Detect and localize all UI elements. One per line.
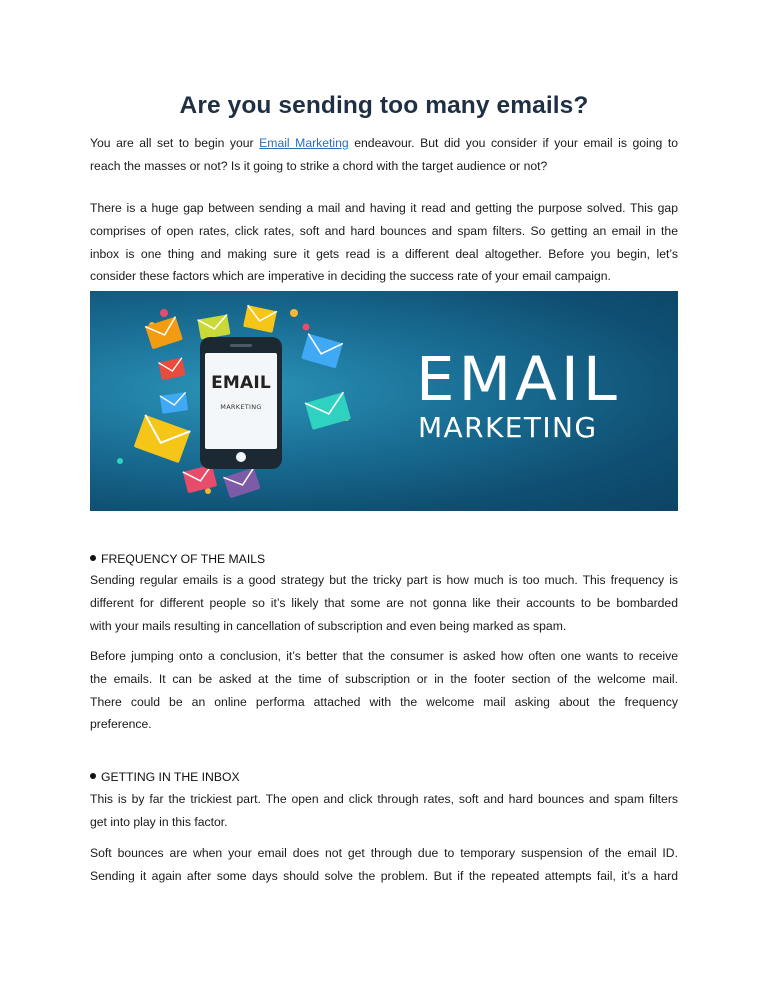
- dot-decoration: [303, 324, 310, 331]
- paragraph-line: There is a huge gap between sending a mail and having it read and getting the purpose solved. This gap: [90, 201, 678, 215]
- bullet-icon: [90, 773, 96, 779]
- dot-decoration: [117, 458, 123, 464]
- email-marketing-link[interactable]: Email Marketing: [259, 136, 349, 150]
- envelope-icon: [197, 315, 230, 340]
- paragraph-line: with your mails resulting in cancellation of subscription and even being marked as spam.: [90, 618, 567, 633]
- section-heading-frequency: [90, 548, 678, 570]
- section-heading-text: FREQUENCY OF THE MAILS: [101, 552, 266, 566]
- paragraph-line: This is by far the trickiest part. The open and click through rates, soft and hard bounces and spam filters: [90, 792, 678, 806]
- frequency-paragraph-1: [90, 569, 678, 637]
- page-title: Are you sending too many emails?: [179, 92, 589, 119]
- paragraph-line: Before jumping onto a conclusion, it’s better that the consumer is asked how often one wants to receive: [90, 649, 678, 663]
- envelope-icon: [305, 392, 351, 430]
- intro-prefix: You are all set to begin your: [90, 136, 260, 150]
- envelope-icon: [134, 415, 191, 463]
- banner-title: EMAIL: [416, 344, 621, 415]
- inbox-paragraph-2: [90, 842, 678, 888]
- paragraph-line: preference.: [90, 717, 152, 732]
- paragraph-line: There could be an online performa attached with the welcome mail asking about the frequency: [90, 694, 678, 709]
- phone-screen-subtitle: MARKETING: [220, 403, 262, 411]
- envelope-icon: [158, 358, 185, 381]
- paragraph-line: comprises of open rates, click rates, soft and hard bounces and spam filters. So getting an email in the: [90, 223, 678, 238]
- email-marketing-banner: [90, 291, 678, 511]
- intro-paragraph: [90, 132, 678, 178]
- intro-line1-rest: endeavour. But did you consider if your email is going to: [348, 136, 679, 150]
- envelope-icon: [223, 468, 260, 499]
- section-heading-text: GETTING IN THE INBOX: [101, 770, 240, 784]
- envelope-icon: [160, 392, 188, 413]
- paragraph-line: the emails. It can be asked at the time of subscription or in the footer section of the welcome mail.: [90, 671, 678, 686]
- paragraph-line: Sending regular emails is a good strategy but the tricky part is how much is too much. This frequency is: [90, 573, 678, 587]
- intro-line-2: reach the masses or not? Is it going to strike a chord with the target audience or not?: [90, 158, 548, 173]
- frequency-paragraph-2: [90, 645, 678, 736]
- inbox-paragraph-1: [90, 788, 678, 834]
- envelope-icon: [301, 334, 343, 369]
- bullet-icon: [90, 555, 96, 561]
- intro-line-1: [90, 132, 678, 155]
- paragraph-line: get into play in this factor.: [90, 814, 228, 829]
- paragraph-line: Sending it again after some days should solve the problem. But if the repeated attempts fail, it’s a hard: [90, 868, 678, 883]
- banner-subtitle: MARKETING: [418, 411, 598, 444]
- dot-decoration: [205, 488, 211, 494]
- dot-decoration: [290, 309, 298, 317]
- gap-paragraph: [90, 197, 678, 288]
- envelope-icon: [243, 305, 277, 333]
- section-heading-inbox: [90, 766, 678, 788]
- paragraph-line: inbox is one thing and making sure it gets read is a different deal altogether. Before you begin, let’s: [90, 246, 678, 261]
- dot-decoration: [160, 309, 168, 317]
- paragraph-line: Soft bounces are when your email does not get through due to temporary suspension of the email ID.: [90, 846, 678, 860]
- phone-screen-title: EMAIL: [211, 373, 271, 393]
- envelope-icon: [145, 317, 183, 350]
- paragraph-line: consider these factors which are imperative in deciding the success rate of your email campaign.: [90, 269, 611, 284]
- paragraph-line: different for different people so it’s likely that some are not gonna like their accounts to be bombarded: [90, 595, 678, 610]
